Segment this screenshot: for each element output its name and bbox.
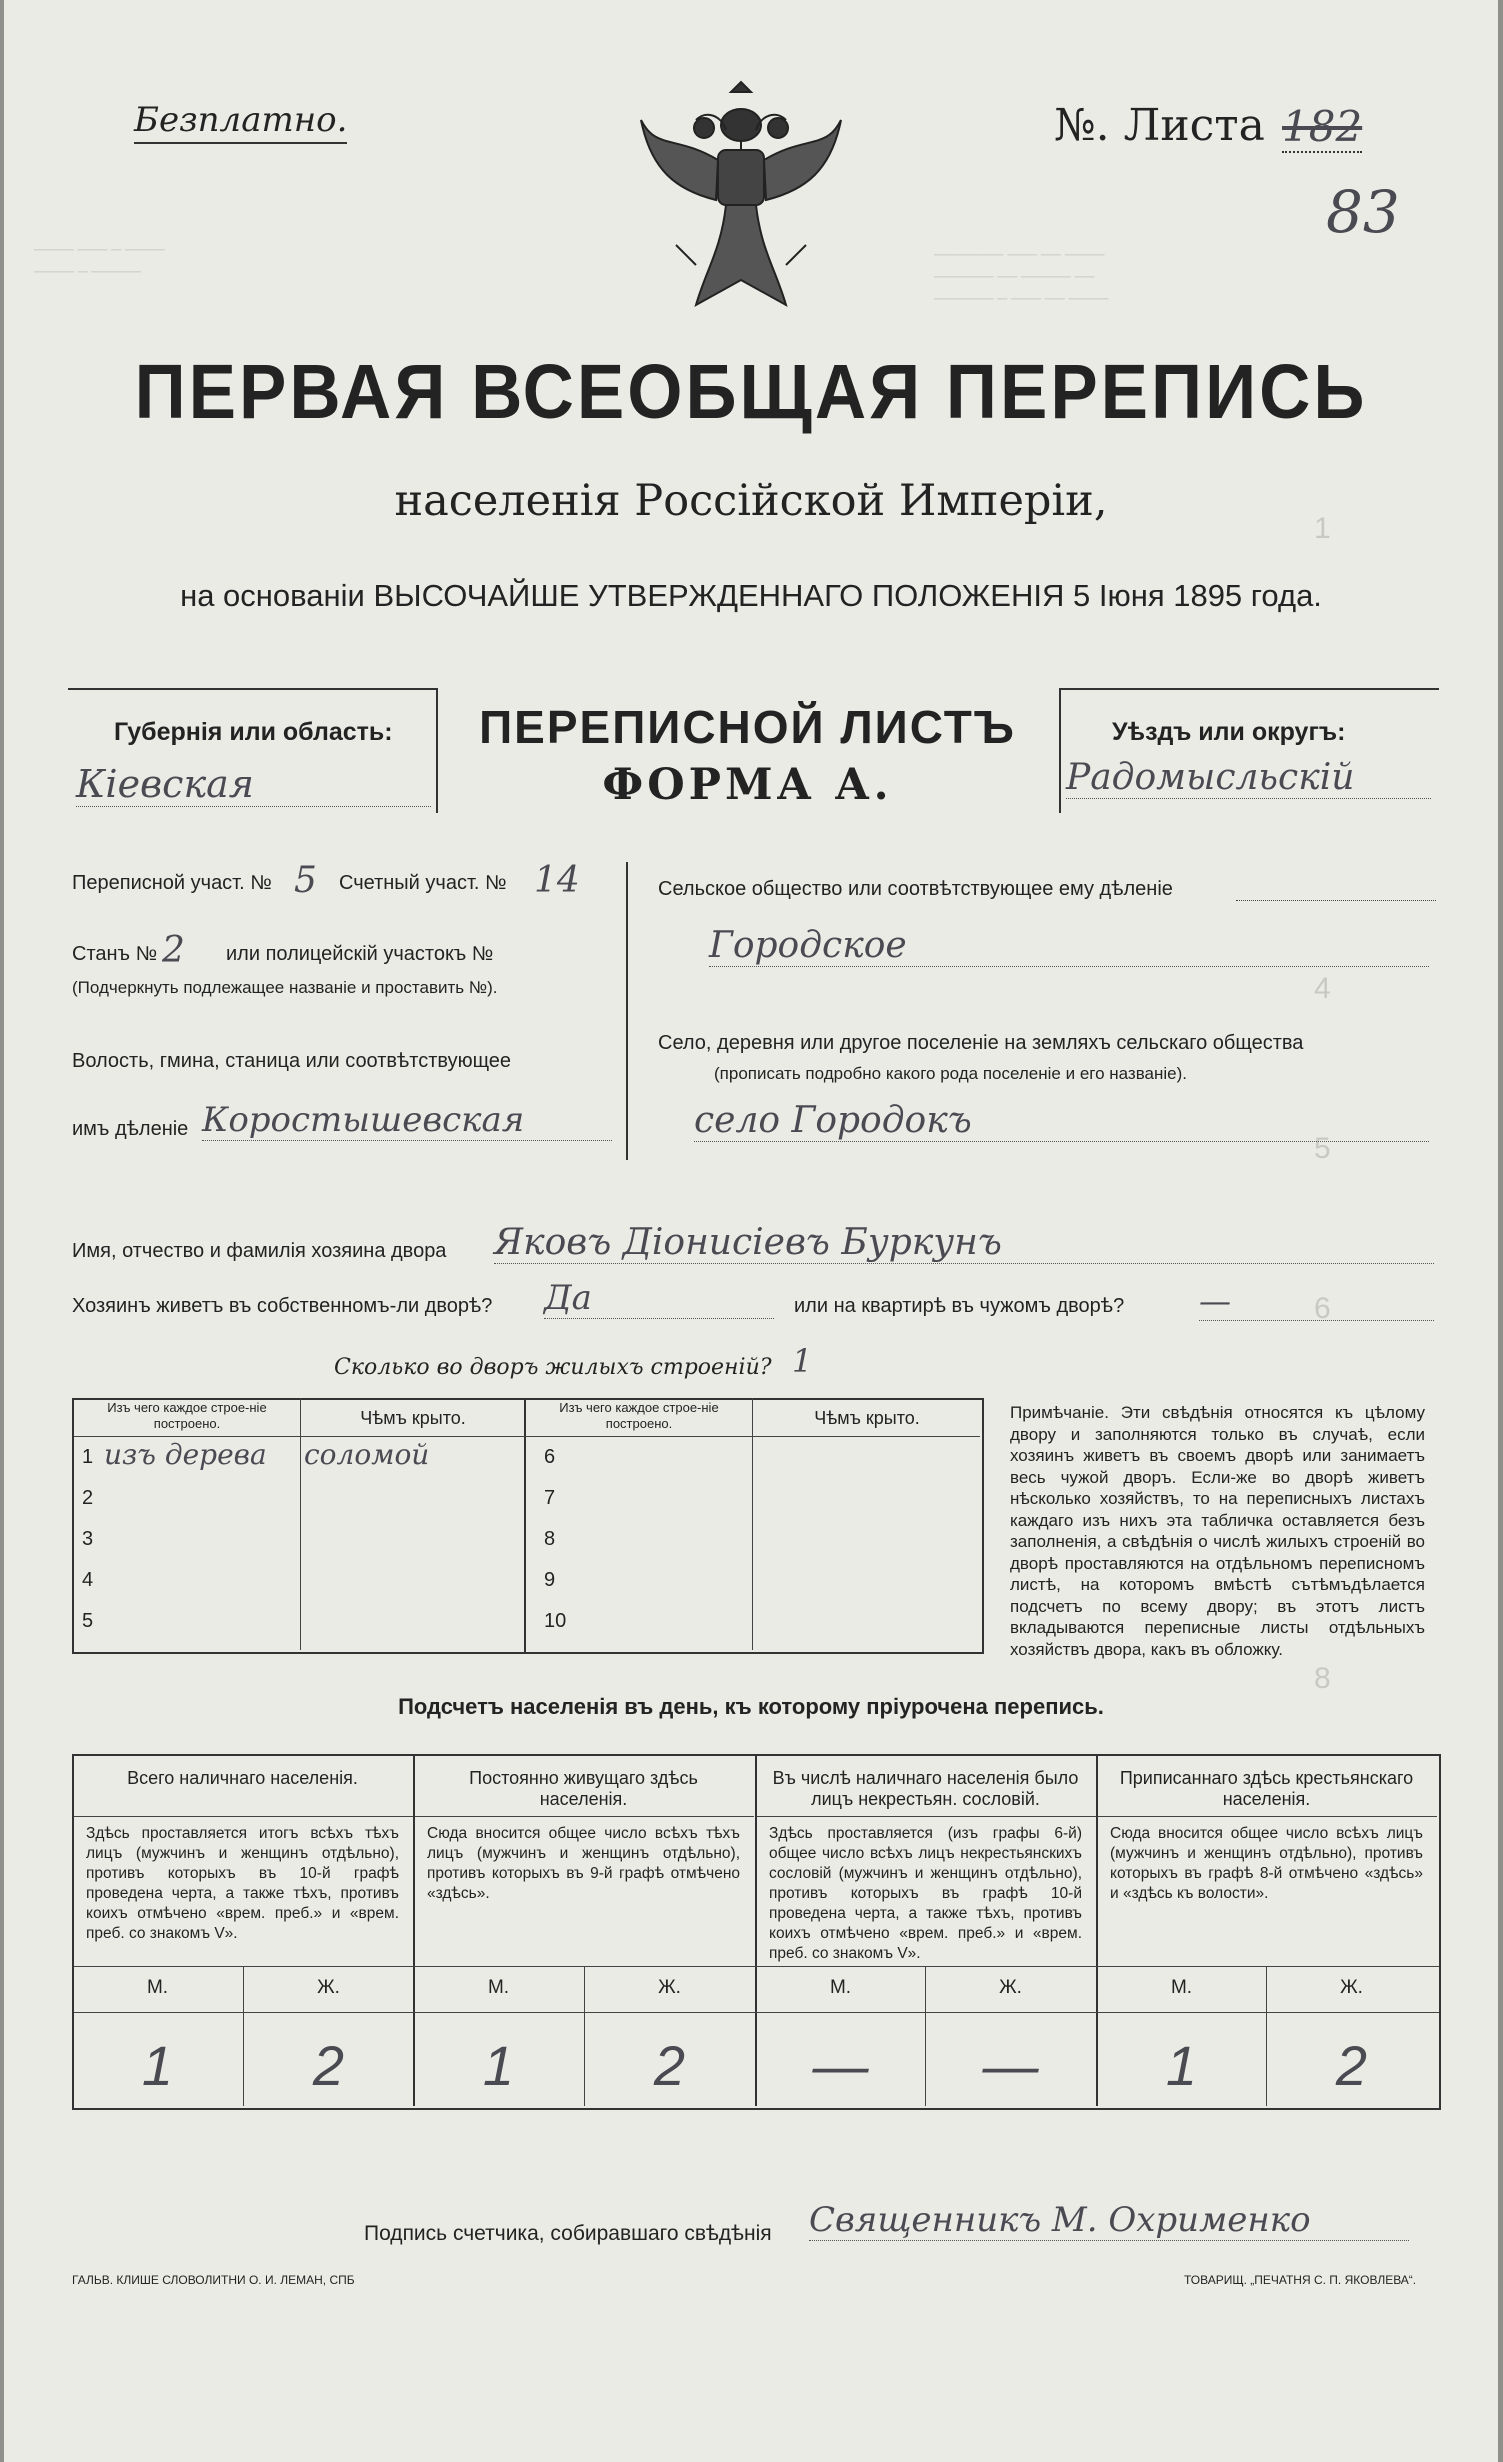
sheet-number-label: №. Листа (1054, 100, 1265, 151)
footer-right: ТОВАРИЩ. „ПЕЧАТНЯ С. П. ЯКОВЛЕВА“. (1184, 2273, 1417, 2287)
own-yard-label: Хозяинъ живетъ въ собственномъ-ли дворѣ? (72, 1295, 493, 1317)
building-row-number: 3 (82, 1528, 94, 1550)
summary-header-separator (757, 1816, 1096, 1817)
material-header-right: Изъ чего каждое строе-ніе построено. (559, 1400, 719, 1431)
basis-line: на основаніи ВЫСОЧАЙШЕ УТВЕРЖДЕННАГО ПОЛОЖЕНІЯ 5 Іюня 1895 года. (180, 578, 1322, 613)
building-row-number: 9 (544, 1569, 556, 1591)
summary-female-value: 2 (312, 2034, 345, 2097)
note-text: Примѣчаніе. Эти свѣдѣнія относятся къ цѣлому двору и заполняются только въ случаѣ, если хозяинъ живетъ въ своемъ дворѣ или занимаетъ весь чужой дворъ. Если-же во дворѣ живетъ нѣсколько хозяйствъ, то на переписныхъ листахъ каждаго изъ нихъ эта табличка оставляется безъ заполненія, а свѣдѣнія о числѣ жилыхъ строеній во дворѣ проставляются на отдѣльномъ переписномъ листѣ, на которомъ вмѣстѣ сътѣмъдѣлается подсчетъ по всему двору; въ этотъ листъ вкладываются переписные листы отдѣльныхъ хозяйствъ двора, какъ въ обложку. (1010, 1403, 1425, 1659)
owner-name-value: Яковъ Діонисіевъ Буркунъ (494, 1222, 1434, 1264)
own-yard-value: Да (544, 1278, 774, 1319)
census-district-value: 5 (294, 860, 317, 901)
volost-label-line-2: имъ дѣленіе (72, 1118, 189, 1140)
building-row-number: 8 (544, 1528, 556, 1550)
summary-male-label: М. (829, 1977, 852, 1998)
building-row-number: 7 (544, 1487, 556, 1509)
subtitle: населенія Россійской Имперіи, (394, 476, 1108, 526)
roof-header: Чѣмъ крыто. (360, 1408, 466, 1428)
building-row-number: 5 (82, 1610, 94, 1632)
village-note: (прописать подробно какого рода поселеніе и его названіе). (714, 1064, 1188, 1083)
summary-male-label: М. (487, 1977, 510, 1998)
sheet-number-crossed: 182 (1282, 102, 1363, 151)
free-label: Безплатно. (134, 100, 347, 144)
counting-district-label: Счетный участ. № (339, 872, 507, 894)
summary-column-header: Всего наличнаго населенія. (127, 1768, 358, 1788)
building-row-number: 1 (82, 1446, 94, 1468)
building-roof: соломой (304, 1438, 430, 1471)
summary-female-value: 2 (653, 2034, 686, 2097)
sheet-number-handwritten: 83 (1326, 178, 1400, 246)
summary-column-header: Постоянно живущаго здѣсь населенія. (469, 1768, 698, 1809)
summary-female-label: Ж. (317, 1977, 340, 1998)
volost-label-line-1: Волость, гмина, станица или соотвѣтствующее (72, 1050, 512, 1072)
summary-column-header: Въ числѣ наличнаго населенія было лицъ некрестьян. сословій. (772, 1768, 1079, 1809)
owner-name-label: Имя, отчество и фамилія хозяина двора (72, 1240, 447, 1262)
community-label: Сельское общество или соотвѣтствующее ему дѣленіе (658, 878, 1173, 900)
summary-female-label: Ж. (999, 1977, 1022, 1998)
rented-label: или на квартирѣ въ чужомъ дворѣ? (794, 1295, 1125, 1317)
summary-column-header: Приписаннаго здѣсь крестьянскаго населенія. (1119, 1768, 1414, 1809)
summary-male-value: 1 (482, 2034, 515, 2097)
summary-female-value: 2 (1335, 2034, 1368, 2097)
census-district-label: Переписной участ. № (72, 872, 272, 894)
summary-column-description: Здѣсь проставляется итогъ всѣхъ тѣхъ лицъ (мужчинъ и женщинъ отдѣльно), противъ которыхъ въ 10-й графѣ проведена черта, а также тѣхъ, противъ коихъ отмѣчено «врем. преб.» и «врем. преб. со знакомъ V». (86, 1825, 399, 1942)
summary-male-value: — (812, 2034, 869, 2097)
footer-left: ГАЛЬВ. КЛИШЕ СЛОВОЛИТНИ О. И. ЛЕМАН, СПБ (72, 2273, 355, 2287)
census-form-page: ──── ─── ─ ──── ──── ─ ───── ─────── ─── ── ──── ────── ── ───── ── ────── ─ ─── ── ──── 1 4 5 6 8 Безплатно. №. Листа 182 83 ПЕРВАЯ ВСЕОБЩАЯ ПЕРЕПИСЬ населенія Россійской Имперіи, на основаніи ВЫСОЧАЙШЕ УТВЕРЖДЕННАГО ПОЛОЖЕНІЯ 5 Іюня 1895 года. Губернія или область: Кіевская ПЕРЕПИСНОЙ ЛИСТЪ ФОРМА А. Уѣздъ или округъ: Радомысльскій Переписной участ. № 5 Счетный участ. № 14 Станъ № 2 или полицейскій участокъ № (Подчеркнуть подлежащее названіе и проставить №). Волость, гмина, станица или соотвѣтствующее имъ дѣленіе Коростышевская Сельское общество или соотвѣтствующее ему дѣленіе Городское Село, деревня или другое поселеніе на земляхъ сельскаго общества (прописать подробно какого рода поселеніе и его названіе). село Городокъ Имя, отчество и фамилія хозяина двора Яковъ Діонисіевъ Буркунъ Хозяинъ живетъ въ собственномъ-ли дворѣ? Да или на квартирѣ въ чужомъ дворѣ? — Сколько во дворъ жилыхъ строеній? 1 Изъ чего каждое строе-ніе построено. Чѣмъ крыто. Изъ чего каждое строе-ніе построено. Чѣмъ крыто. 1 изъ дерева соломой 2 3 4 5 6 7 8 9 10 Примѣчаніе. Эти свѣдѣнія относятся къ цѣлому двору и заполняются только въ случаѣ, если хозяинъ живетъ въ своемъ дворѣ или занимаетъ весь чужой дворъ. Если-же во дворѣ живетъ нѣсколько хозяйствъ, то на переписныхъ листахъ каждаго изъ нихъ эта табличка оставляется безъ заполненія, а свѣдѣнія о числѣ жилыхъ строеній во дворѣ проставляются на отдѣльномъ переписномъ листѣ, на которомъ вмѣстѣ сътѣмъдѣлается подсчетъ по всему двору; въ этотъ листъ вкладываются переписные листы отдѣльныхъ хозяйствъ двора, какъ въ обложку. Подсчетъ населенія въ день, къ которому пріурочена перепись. Всего наличнаго населенія. Здѣсь проставляется итогъ всѣхъ тѣхъ лицъ (мужчинъ и женщинъ отдѣльно), противъ которыхъ въ 10-й графѣ проведена черта, а также тѣхъ, противъ коихъ отмѣчено «врем. преб.» и «врем. преб. со знакомъ V». М. Ж. 1 2 Постоянно живущаго здѣсь населенія. Сюда вносится общее число всѣхъ тѣхъ лицъ (мужчинъ и женщинъ отдѣльно), противъ которыхъ въ 9-й графѣ отмѣчено «здѣсь». М. Ж. 1 2 Въ числѣ наличнаго населенія было лицъ некрестьян. сословій. Здѣсь проставляется (изъ графы 6-й) общее число всѣхъ лицъ некрестьянскихъ сословій (мужчинъ и женщинъ отдѣльно), противъ которыхъ въ графѣ 10-й проведена черта, а также тѣхъ, противъ коихъ отмѣчено «врем. преб.» и «врем. преб. со знакомъ V». М. Ж. — — Приписаннаго здѣсь крестьянскаго населенія. Сюда вносится общее число всѣхъ лицъ (мужчинъ и женщинъ отдѣльно), противъ которыхъ въ графѣ 8-й отмѣчено «здѣсь» и «здѣсь къ волости». М. Ж. 1 2 Подпись счетчика, собиравшаго свѣдѣнія Священникъ М. Охрименко ГАЛЬВ. КЛИШЕ СЛОВОЛИТНИ О. И. ЛЕМАН, СПБ ТОВАРИЩ. „ПЕЧАТНЯ С. П. ЯКОВЛЕВА“. (4, 0, 1498, 2462)
summary-column-description: Сюда вносится общее число всѣхъ лицъ (мужчинъ и женщинъ отдѣльно), противъ которыхъ въ графѣ 8-й отмѣчено «здѣсь» и «здѣсь къ волости». (1110, 1825, 1423, 1902)
village-value: село Городокъ (694, 1100, 1429, 1142)
rented-value: — (1199, 1282, 1434, 1321)
building-row-number: 10 (544, 1610, 567, 1632)
volost-value: Коростышевская (202, 1100, 612, 1141)
form-name: ФОРМА А. (602, 760, 893, 810)
summary-column-description: Сюда вносится общее число всѣхъ тѣхъ лицъ (мужчинъ и женщинъ отдѣльно), противъ которыхъ въ 9-й графѣ отмѣчено «здѣсь». (427, 1825, 740, 1902)
village-label: Село, деревня или другое поселеніе на земляхъ сельскаго общества (658, 1032, 1304, 1054)
signature-value: Священникъ М. Охрименко (809, 2200, 1409, 2241)
summary-male-label: М. (1170, 1977, 1193, 1998)
material-header: Изъ чего каждое строе-ніе построено. (107, 1400, 267, 1431)
imperial-eagle-emblem-icon (636, 80, 846, 325)
summary-title: Подсчетъ населенія въ день, къ которому пріурочена перепись. (398, 1694, 1104, 1719)
district-value: Радомысльскій (1066, 757, 1431, 799)
building-row-number: 6 (544, 1446, 556, 1468)
stan-value: 2 (162, 930, 185, 971)
buildings-label: Сколько во дворъ жилыхъ строеній? (334, 1355, 772, 1380)
summary-header-separator (1098, 1816, 1437, 1817)
summary-female-value: — (982, 2034, 1039, 2097)
summary-column-description: Здѣсь проставляется (изъ графы 6-й) общее число всѣхъ лицъ некрестьянскихъ сословій (мужчинъ и женщинъ отдѣльно), противъ которыхъ въ графѣ 10-й проведена черта, а также тѣхъ, противъ коихъ отмѣчено «врем. преб.» и «врем. преб. со знакомъ V». (769, 1825, 1082, 1962)
summary-female-label: Ж. (1340, 1977, 1363, 1998)
district-label: Уѣздъ или округъ: (1112, 718, 1346, 746)
building-material: изъ дерева (104, 1438, 267, 1471)
building-row-number: 4 (82, 1569, 94, 1591)
police-label: или полицейскій участокъ № (226, 943, 494, 965)
summary-header-separator (74, 1816, 413, 1817)
summary-male-value: 1 (141, 2034, 174, 2097)
community-value: Городское (709, 925, 1429, 967)
counting-district-value: 14 (534, 860, 580, 901)
summary-male-value: 1 (1165, 2034, 1198, 2097)
summary-male-label: М. (146, 1977, 169, 1998)
roof-header-right: Чѣмъ крыто. (814, 1408, 920, 1428)
summary-female-label: Ж. (658, 1977, 681, 1998)
building-row-number: 2 (82, 1487, 94, 1509)
underline-note: (Подчеркнуть подлежащее названіе и проставить №). (72, 978, 498, 997)
buildings-value: 1 (792, 1342, 813, 1380)
sheet-title: ПЕРЕПИСНОЙ ЛИСТЪ (479, 701, 1016, 753)
stan-label: Станъ № (72, 943, 158, 965)
fields-divider (626, 862, 628, 1160)
governorate-label: Губернія или область: (114, 718, 393, 746)
main-title: ПЕРВАЯ ВСЕОБЩАЯ ПЕРЕПИСЬ (134, 349, 1368, 436)
signature-label: Подпись счетчика, собиравшаго свѣдѣнія (364, 2222, 772, 2245)
governorate-value: Кіевская (76, 762, 431, 807)
summary-header-separator (415, 1816, 754, 1817)
